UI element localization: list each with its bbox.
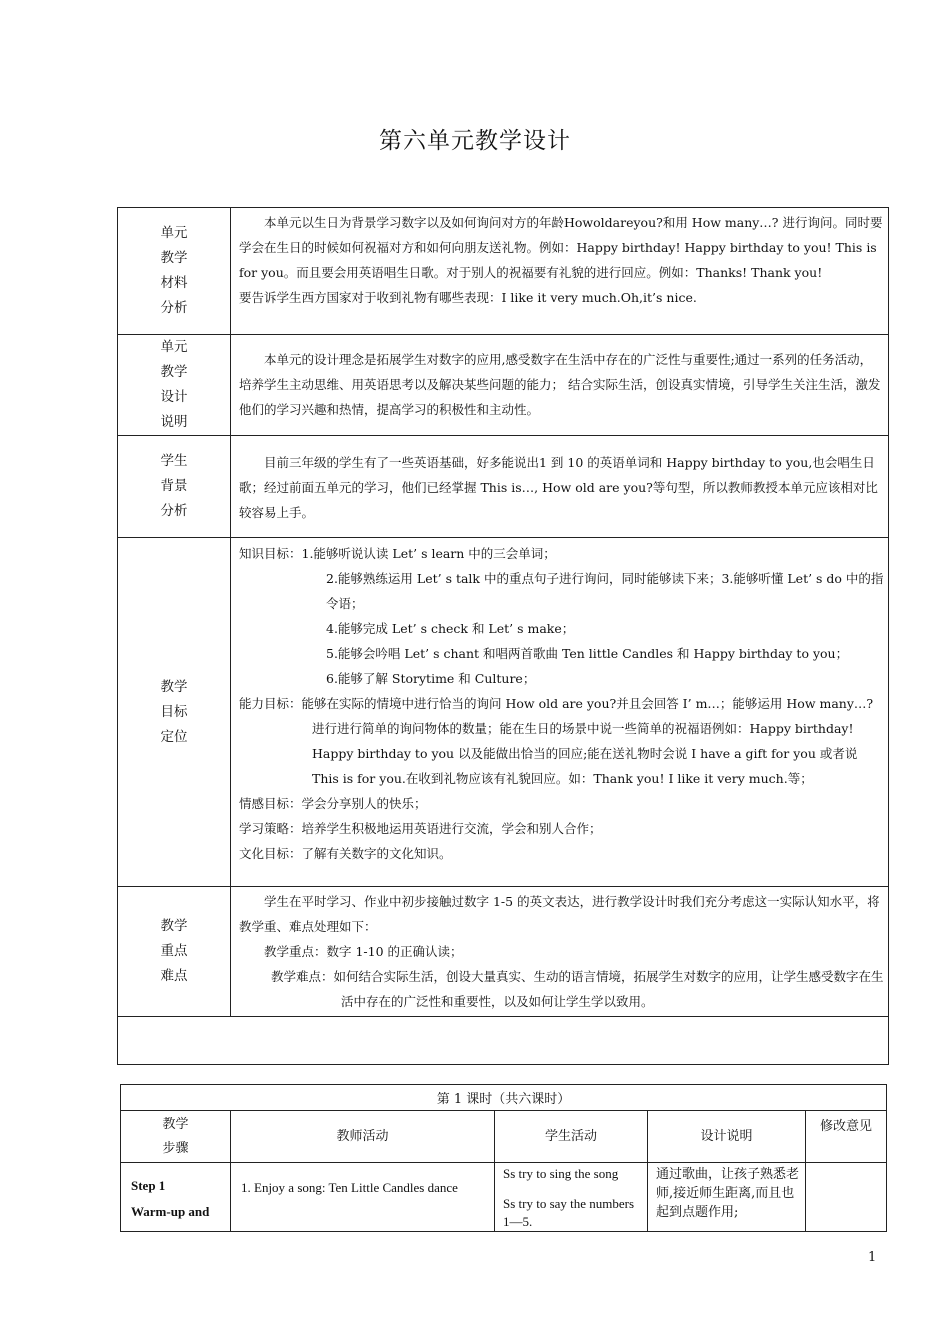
label-line: 教学 xyxy=(160,678,188,695)
ability-goal: 能力目标：能够在实际的情境中进行恰当的询问 How old are you?并且会回答 I’ m…；能够运用 How many…?进行进行简单的询问物体的数量；能在生日的场景中说一些简单的祝福语例如：Happy birthday! Happy birthday to you 以及能做出恰当的回应;能在送礼物时会说 I have a gift for you 或者说 This is for you.在收到礼物应该有礼貌回应。如：Thank you! I like it very much.等； xyxy=(239,696,874,786)
empty-cell xyxy=(118,1017,889,1065)
paragraph: 本单元以生日为背景学习数字以及如何询问对方的年龄Howoldareyou?和用 How many…? 进行询问。同时要学会在生日的时候如何祝福对方和如何向朋友送礼物。例如：Happy birthday! Happy birthday to you! This is for you。而且要会用英语唱生日歌。对于别人的祝福要有礼貌的进行回应。例如：Thanks! Thank you! xyxy=(239,215,883,280)
col-design: 设计说明 xyxy=(648,1111,806,1163)
section-teaching-objectives xyxy=(118,538,889,887)
lesson-plan-table xyxy=(120,1084,887,1232)
label-line: 背景 xyxy=(160,478,188,494)
section-design-notes xyxy=(118,335,889,436)
step-line: Warm-up and xyxy=(131,1204,210,1219)
teacher-activity: 1. Enjoy a song: Ten Little Candles dance xyxy=(231,1163,495,1232)
label-line: 定位 xyxy=(160,728,188,745)
paragraph: 学生在平时学习、作业中初步接触过数字 1-5 的英文表达，进行教学设计时我们充分考虑这一实际认知水平，将教学重、难点处理如下： xyxy=(239,894,880,934)
label-line: 设计 xyxy=(160,389,188,405)
col-steps-line: 步骤 xyxy=(162,1140,189,1156)
col-student: 学生活动 xyxy=(495,1111,648,1163)
section-content xyxy=(231,538,889,887)
label-line: 难点 xyxy=(160,968,188,984)
label-line: 重点 xyxy=(160,943,188,959)
student-activity xyxy=(495,1163,648,1232)
label-line: 教学 xyxy=(160,364,188,380)
col-teacher: 教师活动 xyxy=(231,1111,495,1163)
knowledge-goal: 知识目标：1.能够听说认读 Let’ s learn 中的三会单词； xyxy=(239,546,556,561)
section-label xyxy=(118,436,231,538)
design-note: 通过歌曲，让孩子熟悉老师,接近师生距离,而且也起到点题作用; xyxy=(648,1163,806,1232)
col-steps xyxy=(121,1111,231,1163)
col-steps-line: 教学 xyxy=(162,1116,189,1132)
step-line: Step 1 xyxy=(131,1178,166,1193)
label-line: 学生 xyxy=(160,453,188,469)
lesson-header: 第 1 课时（共六课时） xyxy=(121,1085,887,1111)
section-content xyxy=(231,335,889,436)
section-content xyxy=(231,436,889,538)
student-line: Ss try to sing the song xyxy=(503,1166,619,1181)
revision-cell xyxy=(806,1163,887,1232)
learning-strategy: 学习策略：培养学生积极地运用英语进行交流，学会和别人合作； xyxy=(239,821,602,836)
section-label xyxy=(118,208,231,335)
section-label xyxy=(118,335,231,436)
section-content xyxy=(231,887,889,1017)
label-line: 分析 xyxy=(160,300,188,316)
lesson-header-row xyxy=(121,1085,887,1111)
label-line: 教学 xyxy=(160,250,188,266)
label-line: 分析 xyxy=(160,503,188,519)
knowledge-item: 6.能够了解 Storytime 和 Culture； xyxy=(326,671,536,686)
knowledge-item: 4.能够完成 Let’ s check 和 Let’ s make； xyxy=(326,621,575,636)
step-row xyxy=(121,1163,887,1232)
column-header-row xyxy=(121,1111,887,1163)
section-content xyxy=(231,208,889,335)
key-point: 教学重点：数字 1-10 的正确认读； xyxy=(264,944,463,959)
col-revision: 修改意见 xyxy=(806,1111,887,1163)
label-line: 单元 xyxy=(160,225,188,241)
paragraph: 目前三年级的学生有了一些英语基础，好多能说出1 到 10 的英语单词和 Happy birthday to you,也会唱生日歌；经过前面五单元的学习，他们已经掌握 This is…, How old are you?等句型，所以教师教授本单元应该相对比较容易上手。 xyxy=(239,455,878,520)
step-cell xyxy=(121,1163,231,1232)
culture-goal: 文化目标：了解有关数字的文化知识。 xyxy=(239,846,452,861)
label-line: 材料 xyxy=(160,275,188,291)
section-label xyxy=(118,538,231,887)
page-title: 第六单元教学设计 xyxy=(379,128,571,154)
unit-design-table xyxy=(117,207,889,1065)
page-number: 1 xyxy=(868,1250,877,1265)
label-line: 目标 xyxy=(160,703,188,720)
section-student-background xyxy=(118,436,889,538)
label-line: 教学 xyxy=(160,918,188,934)
knowledge-item: 5.能够会吟唱 Let’ s chant 和唱两首歌曲 Ten little Candles 和 Happy birthday to you； xyxy=(326,646,849,661)
paragraph: 本单元的设计理念是拓展学生对数字的应用,感受数字在生活中存在的广泛性与重要性;通过一系列的任务活动，培养学生主动思维、用英语思考以及解决某些问题的能力； 结合实际生活，创设真实情境，引导学生关注生活，激发他们的学习兴趣和热情，提高学习的积极性和主动性。 xyxy=(239,352,881,417)
knowledge-item: 2.能够熟练运用 Let’ s talk 中的重点句子进行询问，同时能够读下来；3.能够听懂 Let’ s do 中的指令语； xyxy=(326,571,884,611)
difficult-point: 教学难点：如何结合实际生活，创设大量真实、生动的语言情境，拓展学生对数字的应用，让学生感受数字在生活中存在的广泛性和重要性，以及如何让学生学以致用。 xyxy=(271,969,884,1009)
section-key-difficult-points xyxy=(118,887,889,1017)
label-line: 说明 xyxy=(160,414,188,430)
emotion-goal: 情感目标：学会分享别人的快乐； xyxy=(239,796,427,811)
paragraph: 要告诉学生西方国家对于收到礼物有哪些表现：I like it very much.Oh,it’s nice. xyxy=(239,290,697,305)
empty-row xyxy=(118,1017,889,1065)
label-line: 单元 xyxy=(160,339,188,355)
student-line: Ss try to say the numbers 1—5. xyxy=(503,1196,635,1229)
section-material-analysis xyxy=(118,208,889,335)
section-label xyxy=(118,887,231,1017)
